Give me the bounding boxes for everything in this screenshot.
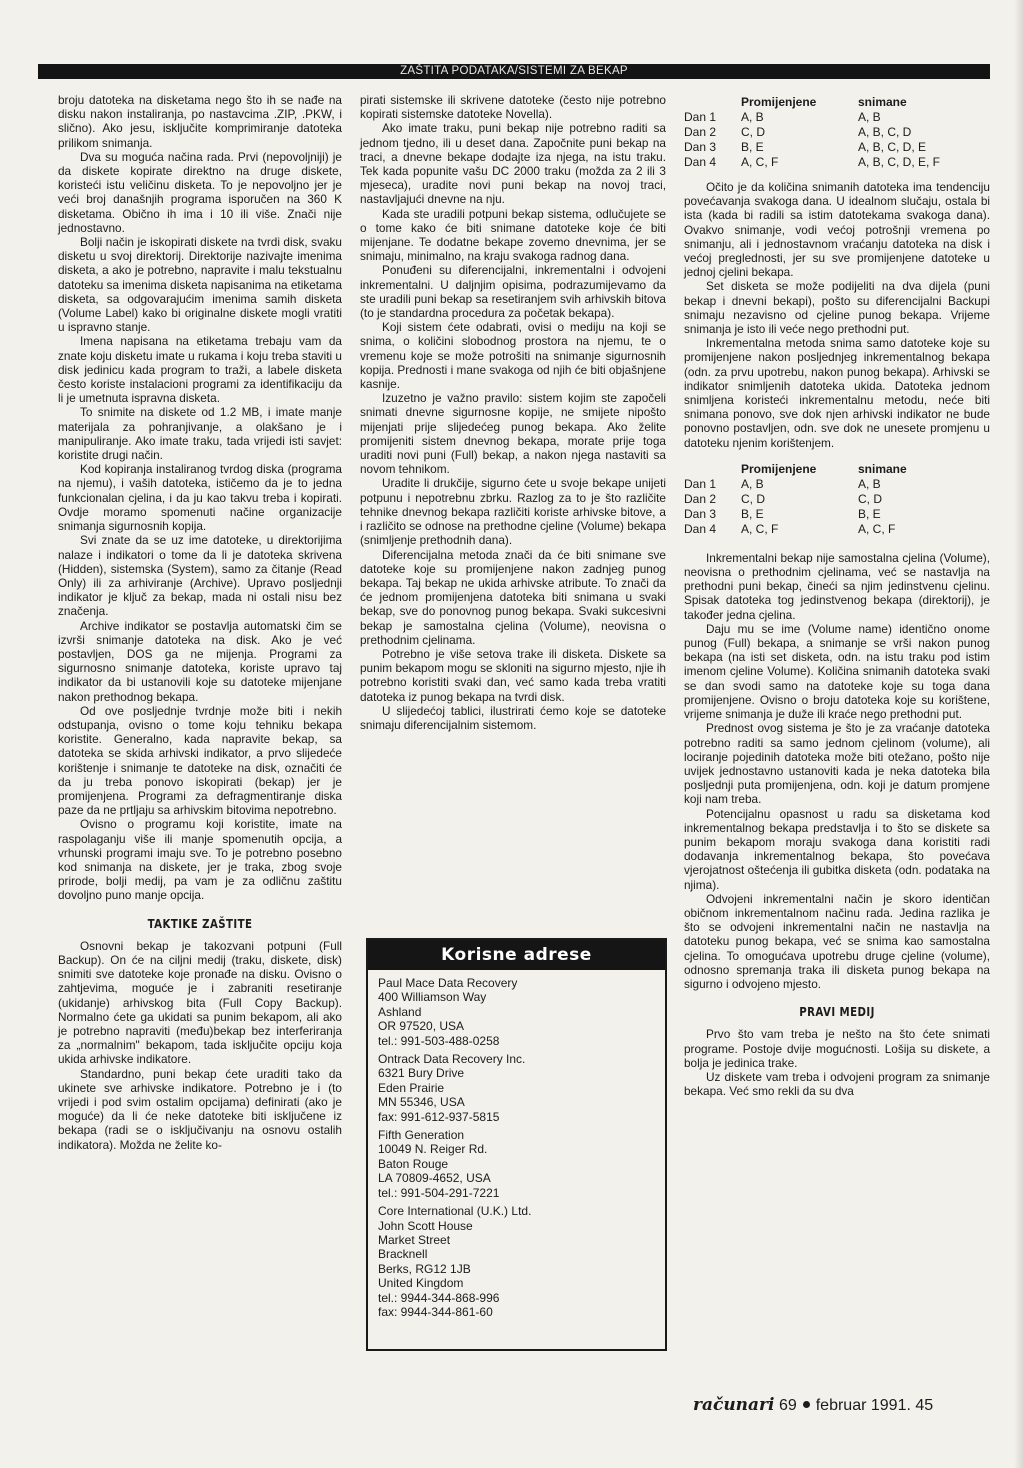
address-entry (378, 1052, 665, 1124)
table-row (684, 477, 907, 492)
table-header: snimane (858, 461, 907, 476)
table-header (684, 462, 741, 477)
magazine-brand: računari (693, 1395, 775, 1415)
paragraph: Inkrementalni bekap nije samostalna cjelina (Volume), neovisna o prethodnim cjelinama, već se nastavlja na prethodni puni bekap, čineći sa njim jedinstvenu cjelinu. Spisak datoteka tog jedinstvenog bekapa (direktorij), je također jedna cjelina. (684, 550, 990, 622)
table-cell: A, C, F (858, 521, 896, 536)
address-line: 6321 Bury Drive (378, 1066, 465, 1081)
section-header-bar (38, 64, 990, 79)
table-cell: B, E (741, 506, 764, 521)
issue-date: februar 1991. (815, 1397, 911, 1414)
paragraph: broju datoteka na disketama nego što ih se nađe na disku nakon instaliranja, po nastavcima .ZIP, .PKW, i slično). Ako jesu, isključite komprimiranje datoteka prilikom snimanja. (58, 93, 342, 150)
paragraph: Dva su moguća načina rada. Prvi (nepovoljniji) je da diskete kopirate direktno na druge diskete, koristeći istu veličinu disketa. To je nepovoljno jer je veći broj današnjih programa isporučen na 360 K disketama. Obično ih ima i 10 ili više. Znači nije jednostavno. (58, 149, 342, 235)
table-cell: B, E (741, 140, 764, 154)
table-header: Promijenjene (741, 461, 817, 476)
paragraph: Od ove posljednje tvrdnje može biti i nekih odstupanja, ovisno o tome koju tehniku bekapa koristite. Generalno, kada napravite bekap, sa datoteka se skida arhivski indikator, a prvo slijedeće korištenje i snimanje te datoteke na disk, označiti će da ju treba ponovo iskopirati (bekap) jer je promijenjena. Programi za defragmentiranje diska paze da ne prtljaju sa arhivskim bitovima nepotrebno. (58, 703, 342, 818)
table-cell: C, D (741, 491, 765, 506)
paragraph: Uradite li drukčije, sigurno ćete u svoje bekape unijeti potpunu i nepotrebnu zbrku. Razlog za to je što različite tehnike dnevnog bekapa različiti koriste arhivske bitove, a i različito se odnose na prethodne cjeline (Volume) bekapa (snimljenje prethodnih dana). (360, 476, 666, 548)
table-row (684, 507, 907, 522)
paragraph: Diferencijalna metoda znači da će biti snimane sve datoteke koje su promijenjene nakon zadnjeg punog bekapa. Taj bekap ne ukida arhivske atribute. To znači da će jednom promijenjena datoteka biti snimana u svaki bekap, sve do ponovnog punog bekapa. Svaki sukcesivni bekap je samostalna cjelina (Volume), neovisna o prethodnim cjelinama. (360, 547, 666, 647)
paragraph: Prednost ovog sistema je što je za vraćanje datoteka potrebno raditi sa samo jednom cjelinom (volume), ali lociranje pojedinih datoteka može biti otežano, pošto nije uvijek jednostavno ustanoviti kada je neka datoteka bila posljednji puta promijenjena, odn. koji je datum promjene koji nam treba. (684, 721, 990, 807)
section-heading: PRAVI MEDIJ (799, 1005, 875, 1020)
address-line: tel.: 991-504-291-7221 (378, 1185, 500, 1200)
table-cell: Dan 1 (684, 110, 717, 124)
table-cell: A, B, C, D, E (858, 140, 927, 154)
table-cell: A, C, F (741, 155, 779, 169)
paragraph: Koji sistem ćete odabrati, ovisi o mediju na koji se snima, o količini slobodnog prostora na njemu, te o vremenu koje se može potrošiti na snimanje sigurnosnih kopija. Prednosti i mane svakoga od njih će biti objašnjene kasnije. (360, 320, 666, 392)
table-row (684, 492, 907, 507)
page-footer (693, 1395, 933, 1416)
table-cell: Dan 3 (684, 140, 717, 154)
paragraph: Uz diskete vam treba i odvojeni program za snimanje bekapa. Već smo rekli da su dva (684, 1069, 990, 1099)
address-line: OR 97520, USA (378, 1019, 465, 1034)
table-cell: Dan 2 (684, 491, 717, 506)
address-line: fax: 991-612-937-5815 (378, 1109, 500, 1124)
paragraph: Ovisno o programu koji koristite, imate na raspolaganju više ili manje spomenutih opcija, a vrhunski programi imaju sve. To je potrebno posebno kod snimanja na diskete, jer je traka, zbog svoje prirode, bolji medij, pa vam je za odličnu zaštitu dovoljno puno manje opcija. (58, 817, 342, 903)
table-cell: Dan 4 (684, 155, 717, 169)
paragraph: Očito je da količina snimanih datoteka ima tendenciju povećavanja svakoga dana. U idealnom slučaju, ostala bi ista (kada bi radili sa istim datotekama svakoga dana). Ovakvo snimanje, vodi većoj potrošnji vremena po snimanju, ali i jednostavnom vraćanju datoteka na disk i većoj preglednosti, jer su sve promijenjene datoteke u jednoj cjelini bekapa. (684, 180, 990, 280)
addresses-list (368, 970, 665, 1319)
table-cell: C, D (858, 491, 882, 506)
table-header-row (684, 462, 907, 477)
page-number: 45 (915, 1397, 934, 1414)
table-header (684, 95, 741, 110)
table-row (684, 110, 940, 125)
table-row (684, 140, 940, 155)
paragraph: Archive indikator se postavlja automatski čim se izvrši snimanje datoteka na disk. Ako je već postavljen, DOS ga ne mijenja. Programi za sigurnosno snimanje datoteka, koriste upravo taj indikator da bi ustanovili koje su datoteke mijenjane nakon prethodnog bekapa. (58, 618, 342, 704)
address-line: tel.: 991-503-488-0258 (378, 1033, 500, 1048)
table-cell: A, B (741, 476, 764, 491)
address-line: Ashland (378, 1004, 422, 1019)
paragraph: Odvojeni inkrementalni način je skoro identičan običnom inkrementalnom načinu rada. Jedina razlika je što se odvojeni inkrementalni način ne nastavlja na datoteku punog bekapa, već se snima kao samostalna cjelina. To omogućava upotrebu druge cjeline (volume), odnosno spremanja traka ili disketa punog bekapa na sigurno i odvojeno mjesto. (684, 891, 990, 991)
paragraph: U slijedećoj tablici, ilustrirati ćemo koje se datoteke snimaju diferencijalnim sistemom. (360, 703, 666, 732)
address-line: 400 Williamson Way (378, 990, 487, 1005)
paragraph: Izuzetno je važno pravilo: sistem kojim ste započeli snimati dnevne sigurnosne kopije, ne smijete nipošto mijenjati prije slijedećeg punog bekapa. Ako želite promijeniti sistem dnevnog bekapa, morate prije toga uraditi novi puni (Full) bekap, a nakon njega nastaviti sa novom tehnikom. (360, 391, 666, 477)
paragraph: Prvo što vam treba je nešto na što ćete snimati programe. Postoje dvije mogućnosti. Lošija su diskete, a bolja je jedinica trake. (684, 1027, 990, 1070)
addresses-title: Korisne adrese (368, 940, 665, 970)
address-line: Eden Prairie (378, 1080, 445, 1095)
table-cell: A, B (741, 110, 764, 124)
paragraph: Potrebno je više setova trake ili disketa. Diskete sa punim bekapom mogu se skloniti na sigurno mjesto, njie ih potrebno koristiti svaki dan, već samo kada treba vratiti datoteka iz punog bekapa na tvrdi disk. (360, 646, 666, 704)
table-row (684, 522, 907, 537)
paragraph: Imena napisana na etiketama trebaju vam da znate koju disketu imate u rukama i koju treba staviti u disk jedinicu kada program to traži, a labele disketa često koriste instalacioni programi za identifikaciju da li je umetnuta ispravna disketa. (58, 334, 342, 406)
table-cell: A, B (858, 110, 881, 124)
paragraph: To snimite na diskete od 1.2 MB, i imate manje materijala za pohranjivanje, a olakšano je i manipuliranje. Ako imate traku, tada vrijedi isti savjet: koristite drugi način. (58, 405, 342, 463)
table-cell: B, E (858, 506, 881, 521)
paragraph: Svi znate da se uz ime datoteke, u direktorijima nalaze i indikatori o tome da li je datoteka skrivena (Hidden), sistemska (System), samo za čitanje (Read Only) ili za arhiviranje (Archive). Upravo posljednji indikator je ključ za bekap, mada ni ostali nisu bez značenja. (58, 533, 342, 619)
col1-paragraphs (58, 93, 342, 903)
address-line: United Kingdom (378, 1276, 464, 1291)
page-edge-shadow (1014, 0, 1024, 1468)
section-title: ZAŠTITA PODATAKA/SISTEMI ZA BEKAP (400, 65, 628, 77)
paragraph: pirati sistemske ili skrivene datoteke (često nije potrebno kopirati sistemske datoteke Novella). (360, 93, 666, 122)
paragraph: Daju mu se ime (Volume name) identično onome punog (Full) bekapa, a snimanje se vrši nakon punog bekapa (na isti set disketa, odn. na istu traku pod istim imenom cjeline Volume). Količina snimanih datoteka svaki se dan svodi samo na datoteke koje su toga dana promijenjene. Ovisno o broju datoteka koje su korištene, vrijeme snimanja je duže ili kraće nego prethodni put. (684, 621, 990, 722)
table-cell: Dan 4 (684, 521, 717, 536)
table-header: snimane (858, 95, 907, 109)
article-column-1 (58, 93, 342, 1152)
address-entry (378, 1128, 665, 1200)
address-line: Core International (U.K.) Ltd. (378, 1204, 532, 1219)
table-cell: C, D (741, 125, 765, 139)
paragraph: Potencijalnu opasnost u radu sa disketama kod inkrementalnog bekapa predstavlja i to što se diskete sa punim bekapom moraju svakoga dana koristiti radi dodavanja inkrementalnog bekapa, što povećava vjerojatnost oštećenja ili gubitka disketa (odn. podataka na njima). (684, 806, 990, 892)
address-entry (378, 1204, 665, 1319)
table-cell: Dan 1 (684, 476, 717, 491)
table-cell: A, C, F (741, 521, 779, 536)
article-column-2 (360, 93, 666, 732)
section-heading: TAKTIKE ZAŠTITE (147, 916, 253, 931)
address-line: tel.: 9944-344-868-996 (378, 1290, 500, 1305)
col1-paragraphs-after (58, 939, 342, 1152)
differential-table (684, 95, 940, 170)
issue-number: 69 (778, 1397, 797, 1414)
address-line: LA 70809-4652, USA (378, 1171, 491, 1186)
address-line: Ontrack Data Recovery Inc. (378, 1052, 526, 1067)
address-line: John Scott House (378, 1218, 473, 1233)
table-row (684, 125, 940, 140)
address-line: Paul Mace Data Recovery (378, 976, 518, 990)
article-column-3 (684, 93, 990, 1098)
paragraph: Standardno, puni bekap ćete uraditi tako da ukinete sve arhivske indikatore. Potrebno je i (to vrijedi i pod svim ostalim opcijama) definirati (ako je moguće) da li će neke datoteke biti isključene iz bekapa (radi se o isključivanju na osnovu ostalih indikatora). Možda ne želite ko- (58, 1066, 342, 1152)
paragraph: Ponuđeni su diferencijalni, inkrementalni i odvojeni inkrementalni. U daljnjim opisima, podrazumijevamo da ste uradili puni bekap sa resetiranjem svih arhivskih bitova (to je standardna procedura za početak bekapa). (360, 263, 666, 321)
address-line: Baton Rouge (378, 1156, 449, 1171)
incremental-table (684, 462, 907, 537)
table-header: Promijenjene (741, 95, 817, 109)
bullet-icon (803, 1401, 810, 1408)
paragraph: Ako imate traku, puni bekap nije potrebno raditi sa jednom tjedno, ili u deset dana. Započnite puni bekap na traci, a dnevne bekape dodajte iza njega, na istu traku. Tek kada popunite vašu DC 2000 traku (možda za 2 ili 3 mjeseca), uradite novi puni bekap na novoj traci, nastavljajući dnevne na nju. (360, 121, 666, 207)
paragraph: Bolji način je iskopirati diskete na tvrdi disk, svaku disketu u svoj direktorij. Direktorije nazivajte imenima disketa, a ako je potrebno, napravite i malu tekstualnu datoteku sa imenima disketa napisanima na etiketama disketa, sa odgovarajućim imenima samih disketa (Volume Label) kako bi originalne diskete mogli vratiti u ispravno stanje. (58, 235, 342, 335)
table-cell: A, B, C, D, E, F (858, 155, 941, 169)
paragraph: Inkrementalna metoda snima samo datoteke koje su promijenjene nakon posljednjeg inkrementalnog bekapa (odn. za prvu upotrebu, nakon punog bekapa). Arhivski se indikator snimljenih datoteka ukida. Datoteka jednom snimljena koristeći inkrementalnu metodu, neće biti snimana ponovo, sve dok njen arhivski indikator ne bude ponovno postavljen, odn. sve dok ne unesete promjenu u datoteku njenim korištenjem. (684, 336, 990, 450)
table-row (684, 155, 940, 170)
address-line: Market Street (378, 1232, 451, 1247)
address-line: 10049 N. Reiger Rd. (378, 1142, 488, 1157)
table-cell: Dan 2 (684, 125, 717, 139)
table-cell: Dan 3 (684, 506, 717, 521)
address-line: Fifth Generation (378, 1128, 465, 1143)
paragraph: Kod kopiranja instaliranog tvrdog diska (programa na njemu), i vaših datoteka, ističemo da je to jedna funkcionalan cjelina, i da ju kao takvu treba i kopirati. Ovdje moramo spomenuti načine organizacije snimanja sigurnosnih kopija. (58, 462, 342, 534)
table-header-row (684, 95, 940, 110)
paragraph: Set disketa se može podijeliti na dva dijela (puni bekap i dnevni bekapi), pošto su diferencijalni Backupi snimaju nezavisno od cjeline punog bekapa. Vrijeme snimanja je isto ili veće nego prethodni put. (684, 279, 990, 337)
table-cell: A, B (858, 476, 881, 491)
address-line: Berks, RG12 1JB (378, 1261, 471, 1276)
address-entry (378, 976, 665, 1048)
address-line: MN 55346, USA (378, 1095, 465, 1110)
useful-addresses-box (366, 938, 667, 1351)
address-line: fax: 9944-344-861-60 (378, 1304, 493, 1319)
paragraph: Kada ste uradili potpuni bekap sistema, odlučujete se o tome kako će biti snimane datoteke koje će biti mijenjane. Te dodatne bekape zovemo dnevnima, jer se snimaju, minimalno, na kraju svakoga radnog dana. (360, 206, 666, 264)
table-cell: A, B, C, D (858, 125, 912, 139)
paragraph: Osnovni bekap je takozvani potpuni (Full Backup). On će na ciljni medij (traku, diskete, disk) snimiti sve datoteke koje pronađe na disku. Ovisno o zahtjevima, moguće je i zabraniti resetiranje (ukidanje) arhivskog bita (Full Copy Backup). Normalno ćete ga ukidati sa punim bekapom, ali ako je potrebno napraviti (među)bekap bez interferiranja za „normalnim" bekapom, tada isključite opciju koja ukida arhivske indikatore. (58, 938, 342, 1067)
address-line: Bracknell (378, 1247, 428, 1262)
